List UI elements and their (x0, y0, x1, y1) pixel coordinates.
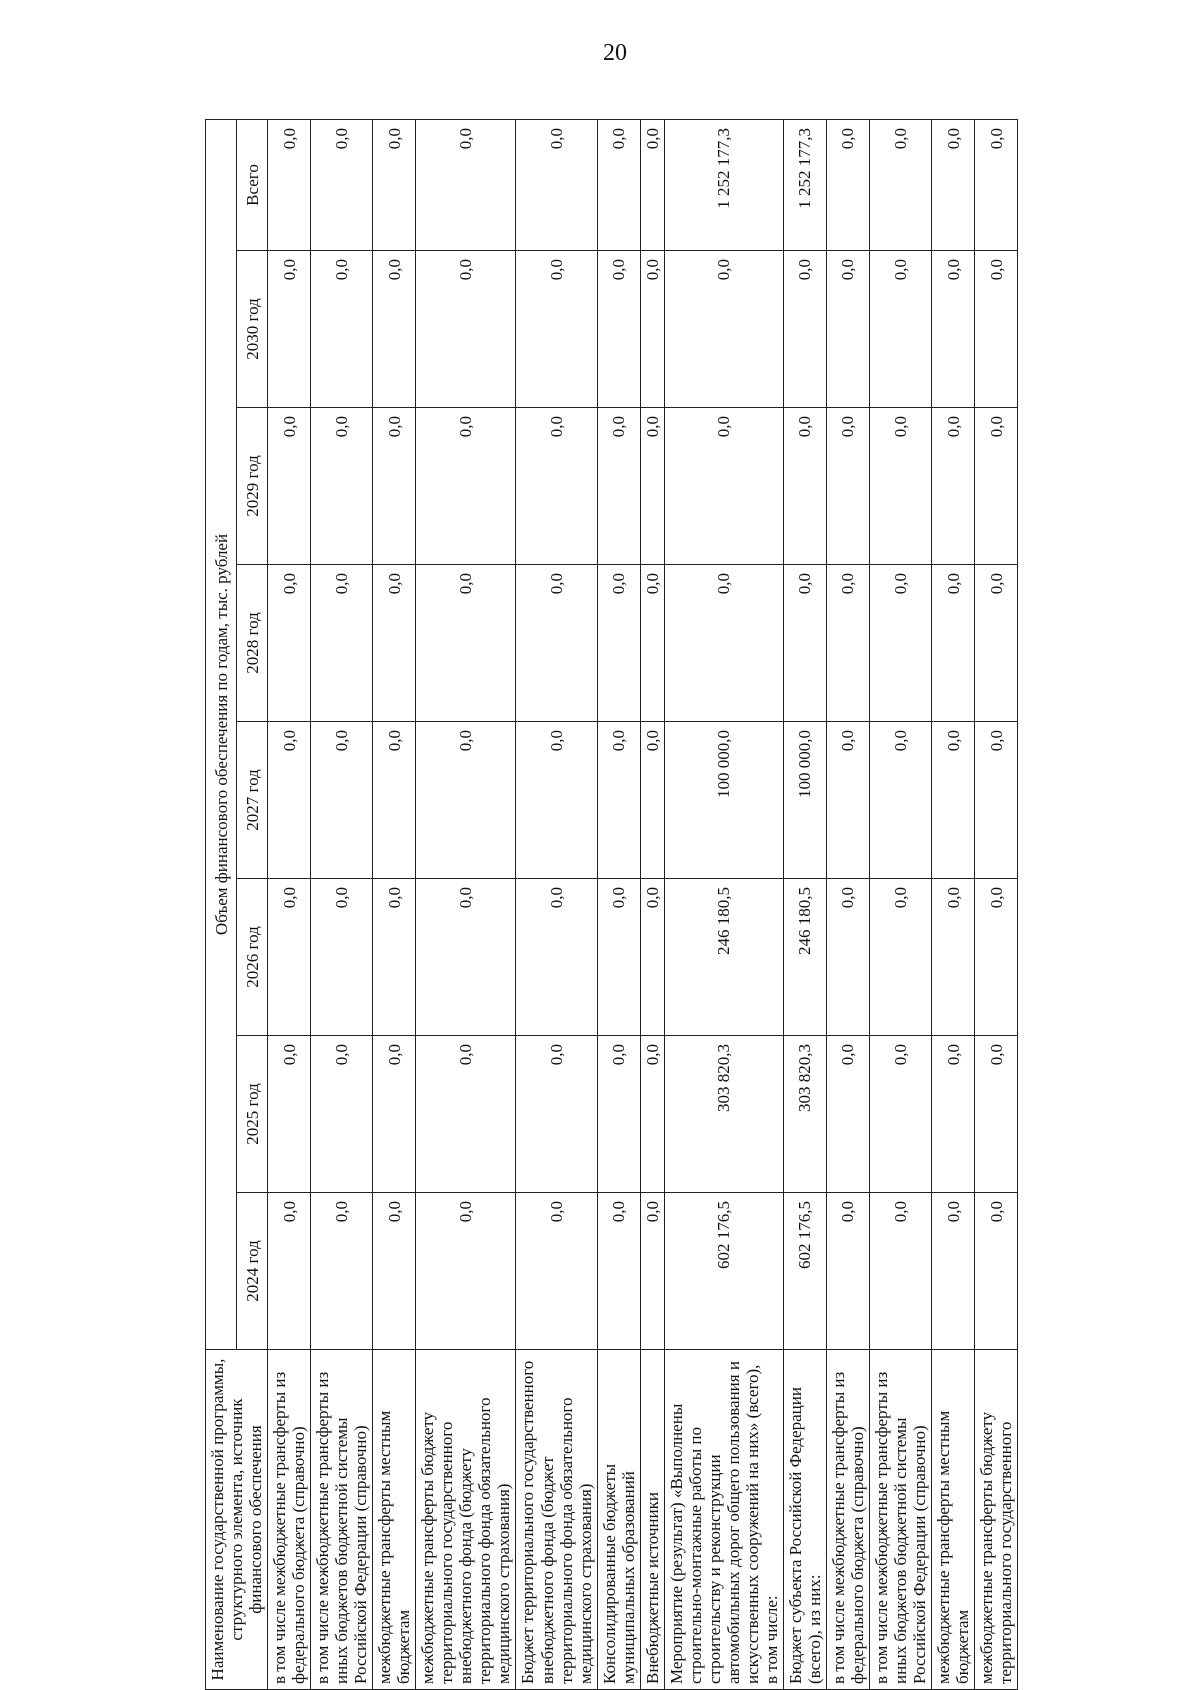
row-value: 0,0 (373, 879, 416, 1036)
row-value: 0,0 (373, 1036, 416, 1193)
row-value: 0,0 (597, 1036, 640, 1193)
row-value: 0,0 (783, 565, 826, 722)
row-value: 0,0 (597, 722, 640, 879)
table-row (826, 119, 869, 1689)
row-label: межбюджетные трансферты бюджету территориального государственного внебюджетного фонда (бюджету территориального фонда обязательного медицинского страхования) (416, 1350, 516, 1690)
row-value: 0,0 (311, 408, 373, 565)
header-group: Объем финансового обеспечения по годам, тыс. рублей (206, 119, 237, 1349)
row-value: 0,0 (416, 119, 516, 250)
row-value: 303 820,3 (664, 1036, 783, 1193)
row-value: 0,0 (268, 565, 311, 722)
row-label: Внебюджетные источники (640, 1350, 664, 1690)
row-value: 0,0 (268, 119, 311, 250)
row-value: 1 252 177,3 (783, 119, 826, 250)
table-row (640, 119, 664, 1689)
table-row (268, 119, 311, 1689)
header-year: 2029 год (237, 408, 268, 565)
row-value: 0,0 (373, 251, 416, 408)
row-value: 246 180,5 (783, 879, 826, 1036)
row-value: 0,0 (311, 565, 373, 722)
row-value: 0,0 (664, 408, 783, 565)
row-value: 0,0 (597, 565, 640, 722)
row-value: 1 252 177,3 (664, 119, 783, 250)
row-label: межбюджетные трансферты бюджету территориального государственного (975, 1350, 1018, 1690)
row-value: 0,0 (597, 251, 640, 408)
row-value: 0,0 (416, 879, 516, 1036)
row-value: 0,0 (311, 1193, 373, 1350)
row-value: 0,0 (932, 879, 975, 1036)
table-row (975, 119, 1018, 1689)
row-value: 0,0 (975, 565, 1018, 722)
row-value: 0,0 (416, 722, 516, 879)
table-row (870, 119, 932, 1689)
row-label: в том числе межбюджетные трансферты из иных бюджетов бюджетной системы Российской Федерации (справочно) (311, 1350, 373, 1690)
row-value: 0,0 (975, 408, 1018, 565)
row-value: 0,0 (311, 119, 373, 250)
table-row (664, 119, 783, 1689)
row-value: 0,0 (932, 722, 975, 879)
row-value: 0,0 (416, 251, 516, 408)
page-number: 20 (603, 40, 627, 66)
row-value: 0,0 (311, 722, 373, 879)
financing-table (205, 119, 1018, 1690)
table-row (932, 119, 975, 1689)
row-value: 0,0 (640, 722, 664, 879)
row-label: в том числе межбюджетные трансферты из иных бюджетов бюджетной системы Российской Федерации (справочно) (870, 1350, 932, 1690)
row-value: 0,0 (783, 408, 826, 565)
row-label: Мероприятие (результат) «Выполнены строительно-монтажные работы по строительству и реконструкции автомобильных дорог общего пользования и искусственных сооружений на них» (всего), в том числе: (664, 1350, 783, 1690)
row-value: 0,0 (516, 565, 597, 722)
table-row (373, 119, 416, 1689)
row-value: 0,0 (932, 1036, 975, 1193)
row-value: 0,0 (640, 251, 664, 408)
table-body (268, 119, 1018, 1689)
header-name-column: Наименование государственной программы, структурного элемента, источник финансового обеспечения (206, 1350, 268, 1690)
row-label: в том числе межбюджетные трансферты из федерального бюджета (справочно) (826, 1350, 869, 1690)
row-value: 0,0 (373, 565, 416, 722)
row-value: 0,0 (597, 1193, 640, 1350)
row-value: 0,0 (516, 1036, 597, 1193)
row-label: Бюджет территориального государственного внебюджетного фонда (бюджет территориального фонда обязательного медицинского страхования) (516, 1350, 597, 1690)
row-value: 0,0 (373, 722, 416, 879)
row-value: 0,0 (416, 565, 516, 722)
row-value: 0,0 (975, 119, 1018, 250)
row-value: 0,0 (416, 408, 516, 565)
row-value: 0,0 (870, 408, 932, 565)
row-value: 0,0 (870, 722, 932, 879)
row-value: 0,0 (826, 722, 869, 879)
row-value: 0,0 (311, 879, 373, 1036)
row-value: 0,0 (516, 251, 597, 408)
header-year: 2028 год (237, 565, 268, 722)
row-value: 0,0 (975, 251, 1018, 408)
row-value: 0,0 (826, 1193, 869, 1350)
header-year: 2027 год (237, 722, 268, 879)
row-value: 0,0 (826, 251, 869, 408)
row-value: 0,0 (975, 879, 1018, 1036)
row-value: 0,0 (597, 119, 640, 250)
row-value: 0,0 (664, 565, 783, 722)
row-value: 0,0 (870, 119, 932, 250)
row-value: 0,0 (640, 1036, 664, 1193)
row-label: Бюджет субъекта Российской Федерации (всего), из них: (783, 1350, 826, 1690)
row-label: межбюджетные трансферты местным бюджетам (932, 1350, 975, 1690)
rotated-table-container (205, 120, 1016, 1690)
row-value: 0,0 (870, 1193, 932, 1350)
row-value: 0,0 (870, 565, 932, 722)
row-value: 0,0 (932, 408, 975, 565)
row-value: 0,0 (826, 565, 869, 722)
row-value: 0,0 (268, 251, 311, 408)
row-value: 0,0 (373, 408, 416, 565)
table-row (597, 119, 640, 1689)
row-value: 0,0 (597, 408, 640, 565)
row-value: 0,0 (268, 722, 311, 879)
header-year: 2030 год (237, 251, 268, 408)
row-label: в том числе межбюджетные трансферты из федерального бюджета (справочно) (268, 1350, 311, 1690)
table-row (416, 119, 516, 1689)
row-value: 0,0 (373, 1193, 416, 1350)
row-value: 0,0 (516, 879, 597, 1036)
row-value: 0,0 (268, 879, 311, 1036)
row-value: 0,0 (416, 1036, 516, 1193)
row-value: 0,0 (516, 722, 597, 879)
header-year: 2026 год (237, 879, 268, 1036)
row-value: 0,0 (640, 1193, 664, 1350)
row-value: 0,0 (597, 879, 640, 1036)
row-value: 0,0 (975, 1036, 1018, 1193)
row-value: 0,0 (975, 1193, 1018, 1350)
row-value: 0,0 (516, 408, 597, 565)
row-value: 0,0 (311, 251, 373, 408)
table-row (516, 119, 597, 1689)
row-value: 0,0 (932, 119, 975, 250)
row-value: 0,0 (311, 1036, 373, 1193)
row-value: 0,0 (640, 879, 664, 1036)
row-label: Консолидированные бюджеты муниципальных образований (597, 1350, 640, 1690)
table-row (783, 119, 826, 1689)
row-value: 0,0 (826, 408, 869, 565)
table-row (311, 119, 373, 1689)
row-value: 0,0 (783, 251, 826, 408)
row-value: 0,0 (870, 879, 932, 1036)
row-value: 0,0 (826, 879, 869, 1036)
row-value: 0,0 (932, 251, 975, 408)
row-value: 602 176,5 (783, 1193, 826, 1350)
row-value: 0,0 (975, 722, 1018, 879)
row-value: 0,0 (268, 1193, 311, 1350)
row-value: 100 000,0 (664, 722, 783, 879)
row-label: межбюджетные трансферты местным бюджетам (373, 1350, 416, 1690)
row-value: 303 820,3 (783, 1036, 826, 1193)
row-value: 0,0 (416, 1193, 516, 1350)
header-total: Всего (237, 119, 268, 250)
row-value: 0,0 (664, 251, 783, 408)
header-year: 2025 год (237, 1036, 268, 1193)
row-value: 0,0 (870, 251, 932, 408)
row-value: 0,0 (640, 408, 664, 565)
row-value: 0,0 (932, 1193, 975, 1350)
row-value: 0,0 (932, 565, 975, 722)
row-value: 0,0 (268, 408, 311, 565)
row-value: 0,0 (640, 119, 664, 250)
row-value: 0,0 (870, 1036, 932, 1193)
row-value: 0,0 (640, 565, 664, 722)
row-value: 0,0 (826, 119, 869, 250)
header-year: 2024 год (237, 1193, 268, 1350)
row-value: 0,0 (826, 1036, 869, 1193)
table-header-row-1 (206, 119, 237, 1689)
row-value: 0,0 (516, 1193, 597, 1350)
row-value: 602 176,5 (664, 1193, 783, 1350)
row-value: 246 180,5 (664, 879, 783, 1036)
row-value: 100 000,0 (783, 722, 826, 879)
row-value: 0,0 (268, 1036, 311, 1193)
row-value: 0,0 (516, 119, 597, 250)
row-value: 0,0 (373, 119, 416, 250)
